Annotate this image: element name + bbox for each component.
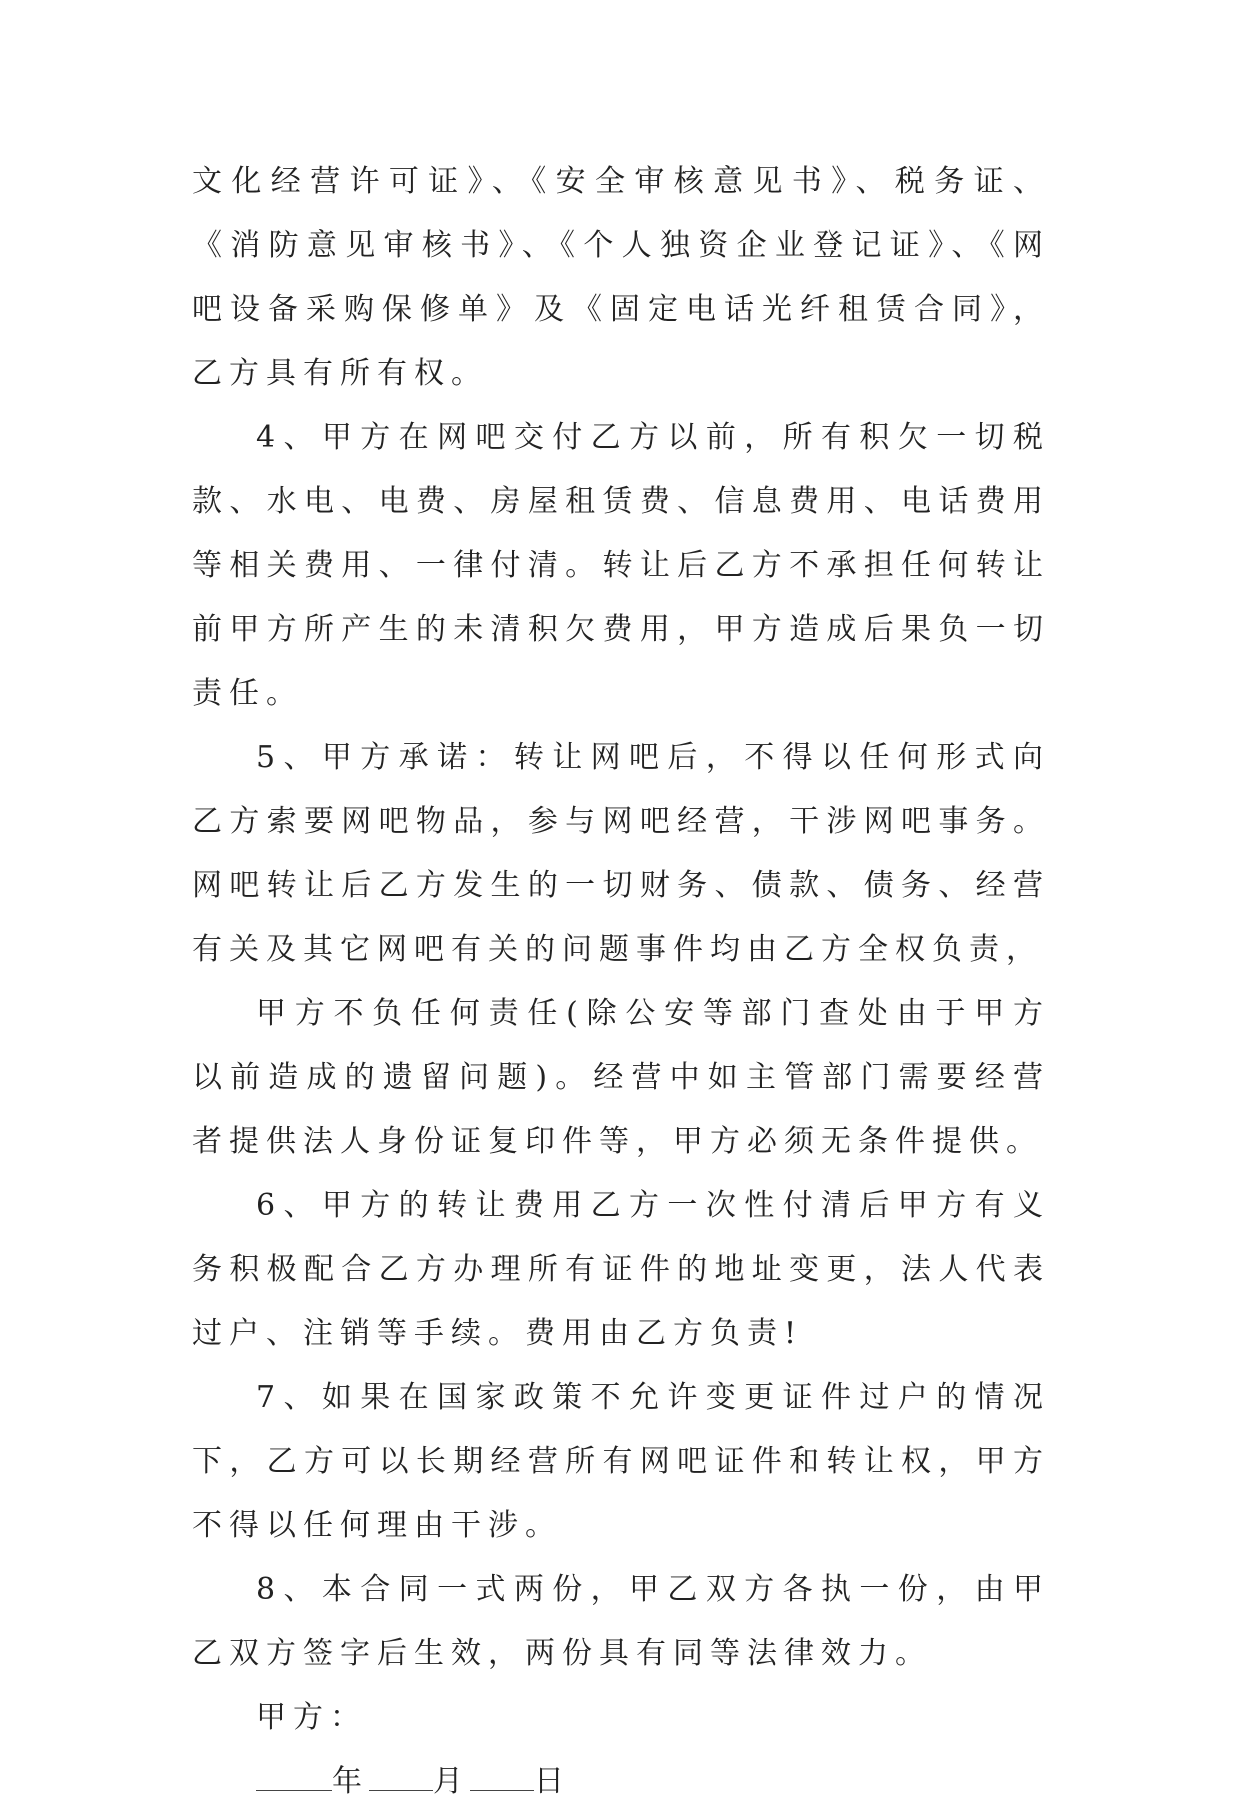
- day-blank: [470, 1760, 534, 1791]
- signature-date-line: [192, 1750, 1050, 1814]
- paragraph-clause-5-continued: 甲方不负任何责任(除公安等部门查处由于甲方以前造成的遗留问题)。经营中如主管部门需要经营者提供法人身份证复印件等，甲方必须无条件提供。: [192, 996, 1050, 1159]
- paragraph-clause-7: 7、如果在国家政策不允许变更证件过户的情况下，乙方可以长期经营所有网吧证件和转让权，甲方不得以任何理由干涉。: [192, 1380, 1050, 1543]
- paragraph-clause-8: 8、本合同一式两份，甲乙双方各执一份，由甲乙双方签字后生效，两份具有同等法律效力。: [192, 1572, 1050, 1671]
- document-page: [192, 150, 1050, 1814]
- signature-party-a: [192, 1686, 1050, 1750]
- paragraph-clause-6: 6、甲方的转让费用乙方一次性付清后甲方有义务积极配合乙方办理所有证件的地址变更，法人代表过户、注销等手续。费用由乙方负责!: [192, 1188, 1050, 1351]
- month-blank: [369, 1760, 433, 1791]
- paragraph-licenses-continued: 文化经营许可证》、《安全审核意见书》、税务证、《消防意见审核书》、《个人独资企业登记证》、《网吧设备采购保修单》及《固定电话光纤租赁合同》，乙方具有所有权。: [192, 164, 1050, 391]
- paragraph-clause-5: 5、甲方承诺：转让网吧后，不得以任何形式向乙方索要网吧物品，参与网吧经营，干涉网吧事务。网吧转让后乙方发生的一切财务、债款、债务、经营有关及其它网吧有关的问题事件均由乙方全权负责，: [192, 740, 1050, 967]
- paragraph-clause-4: 4、甲方在网吧交付乙方以前，所有积欠一切税款、水电、电费、房屋租赁费、信息费用、电话费用等相关费用、一律付清。转让后乙方不承担任何转让前甲方所产生的未清积欠费用，甲方造成后果负一切责任。: [192, 420, 1050, 711]
- month-label: 月: [433, 1764, 470, 1799]
- day-label: 日: [534, 1764, 571, 1799]
- year-label: 年: [332, 1764, 369, 1799]
- year-blank: [256, 1760, 332, 1791]
- party-a-label: 甲方：: [256, 1700, 367, 1735]
